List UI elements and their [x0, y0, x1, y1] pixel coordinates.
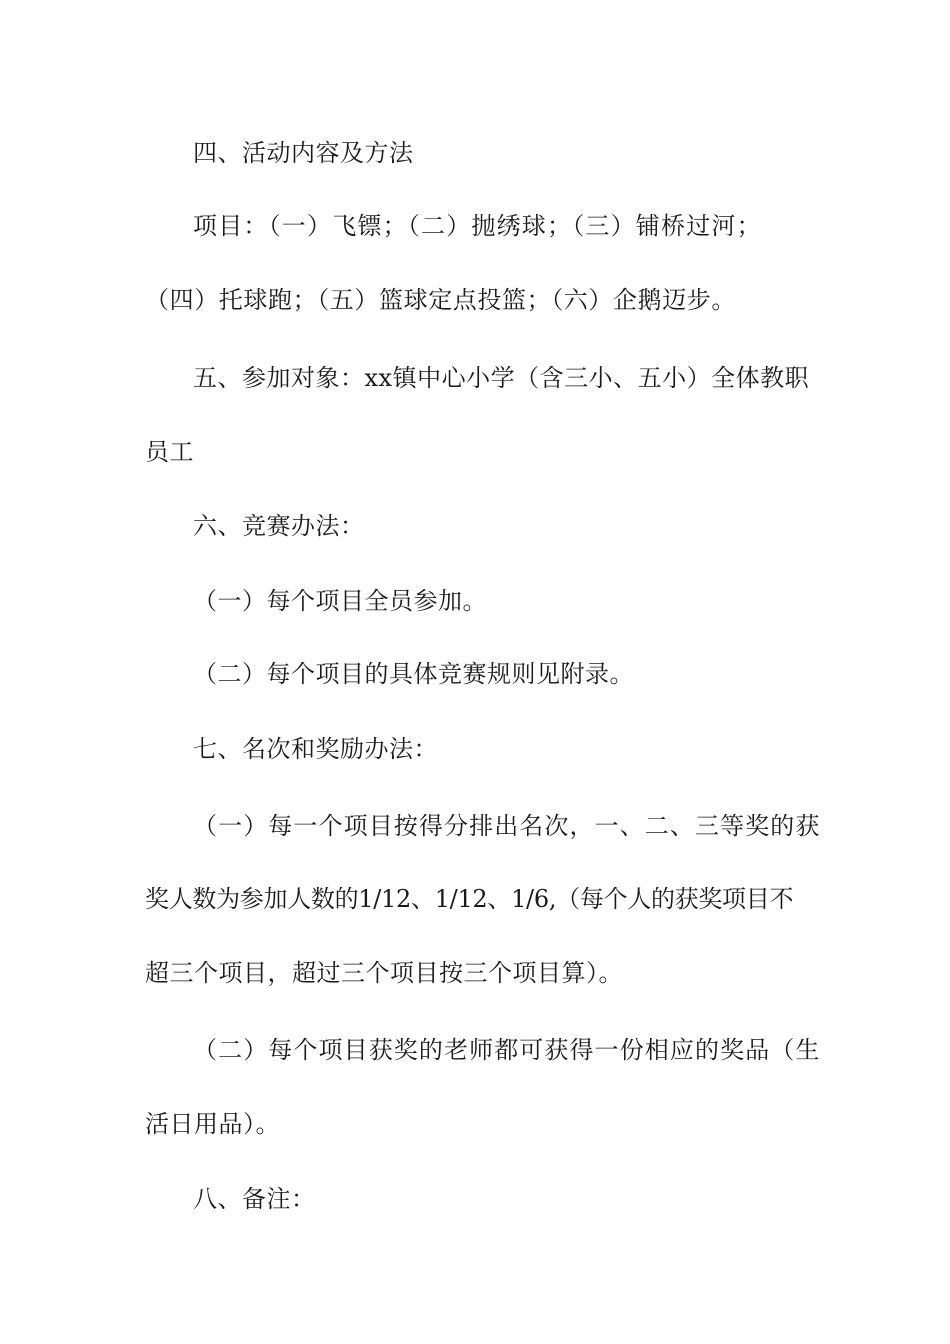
section-heading-competition-method: 六、竞赛办法： [193, 512, 365, 540]
list-item-ranking-line-3: 超三个项目，超过三个项目按三个项目算）。 [145, 959, 623, 987]
list-item-all-participate: （一）每个项目全员参加。 [193, 587, 487, 615]
paragraph-line-items-continued: （四）托球跑；（五）篮球定点投篮；（六）企鹅迈步。 [145, 286, 736, 314]
paragraph-line-items: 项目：（一）飞镖；（二）抛绣球；（三）铺桥过河； [193, 212, 762, 240]
section-heading-remarks: 八、备注： [193, 1185, 316, 1213]
list-item-ranking-line-2: 奖人数为参加人数的1/12、1/12、1/6,（每个人的获奖项目不 [145, 885, 794, 913]
list-item-rules-appendix: （二）每个项目的具体竞赛规则见附录。 [193, 660, 634, 688]
paragraph-line-participants-continued: 员工 [145, 438, 194, 466]
section-heading-participants: 五、参加对象：xx镇中心小学（含三小、五小）全体教职 [193, 364, 810, 392]
list-item-ranking-line-1: （一）每一个项目按得分排出名次，一、二、三等奖的获 [193, 812, 821, 840]
list-item-prize-line-2: 活日用品）。 [145, 1110, 280, 1138]
section-heading-ranking-rewards: 七、名次和奖励办法： [193, 735, 438, 763]
section-heading-activity-content: 四、活动内容及方法 [193, 139, 414, 167]
list-item-prize-line-1: （二）每个项目获奖的老师都可获得一份相应的奖品（生 [193, 1036, 821, 1064]
